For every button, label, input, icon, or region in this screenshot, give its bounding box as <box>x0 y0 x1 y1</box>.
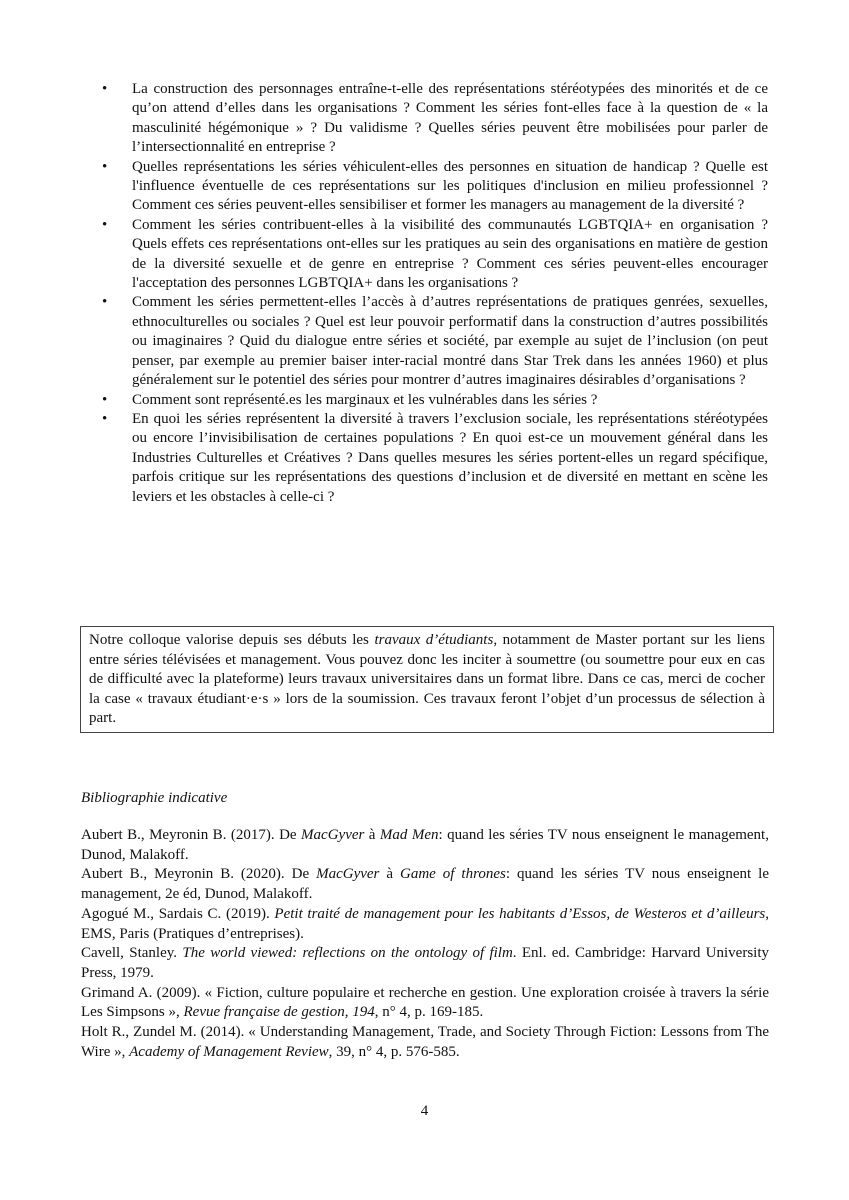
list-item <box>86 293 768 390</box>
list-item <box>86 410 768 507</box>
bibliography-entry <box>81 905 769 944</box>
entry-text: Cavell, Stanley. <box>81 945 183 962</box>
entry-text: : quand les séries TV nous enseignent le management, Dunod, Malakoff. <box>81 827 769 863</box>
entry-text: . Enl. ed. Cambridge: Harvard University Press, 1979. <box>81 945 769 981</box>
bullet-icon: • <box>102 158 108 175</box>
note-text: Notre colloque valorise depuis ses débuts les <box>89 632 375 648</box>
entry-title: Revue française de gestion, 194 <box>183 1004 375 1021</box>
page-number: 4 <box>420 1103 429 1119</box>
entry-text: Aubert B., Meyronin B. (2020). De <box>81 866 317 883</box>
question-text: Comment sont représenté.es les marginaux et les vulnérables dans les séries ? <box>132 391 598 408</box>
entry-text: Aubert B., Meyronin B. (2017). De <box>81 827 302 843</box>
note-text-cont: , notamment de Master portant sur les liens entre séries télévisées et management. Vous pouvez donc les inciter à soumettre (ou soumettre pour eux en cas de difficulté avec la plateforme) leurs travaux universitaires dans un format libre. Dans ce cas, merci de cocher la case « travaux étudiant·e·s » lors de la soumission. Ces travaux feront l’objet d’un processus de sélection à part. <box>89 632 765 727</box>
entry-text: Grimand A. (2009). « Fiction, culture populaire et recherche en gestion. Une exploration croisée à travers la série Les Simpsons », <box>81 984 769 1021</box>
entry-text: : quand les séries TV nous enseignent le management, 2e éd, Dunod, Malakoff. <box>81 866 770 903</box>
entry-title: The world viewed: reflections on the ontology of film <box>182 945 513 962</box>
entry-title: MacGyver <box>301 827 365 843</box>
bibliography-heading: Bibliographie indicative <box>81 790 228 806</box>
entry-text: , 39, n° 4, p. 576-585. <box>328 1043 460 1060</box>
entry-title: MacGyver <box>316 866 380 883</box>
bullet-icon: • <box>102 81 108 97</box>
question-text: Comment les séries contribuent-elles à la visibilité des communautés LGBTQIA+ en organisation ? Quels effets ces représentations ont-elles sur les pratiques au sein des organisations en matière de gestion de la diversité sexuelle et de genre en entreprise ? Comment ces séries peuvent-elles encourager l'acceptation des personnes LGBTQIA+ dans les organisations ? <box>132 216 768 292</box>
entry-title: Petit traité de management pour les habitants d’Essos, de Westeros et d’ailleurs <box>274 905 766 922</box>
bullet-icon: • <box>102 216 108 233</box>
entry-text: à <box>364 827 380 843</box>
entry-title: Academy of Management Review <box>129 1043 329 1060</box>
question-list <box>86 80 768 507</box>
bullet-icon: • <box>102 294 108 311</box>
entry-text: Agogué M., Sardais C. (2019). <box>81 905 275 922</box>
student-work-note-box <box>80 626 774 733</box>
bibliography-entry <box>81 1023 769 1062</box>
bibliography-list <box>81 826 769 1062</box>
bullet-icon: • <box>102 391 108 408</box>
bibliography-entry <box>81 944 769 983</box>
bibliography-entry <box>81 826 769 865</box>
question-text: La construction des personnages entraîne-t-elle des représentations stéréotypées des minorités et de ce qu’on attend d’elles dans les organisations ? Comment les séries font-elles face à la question de « la masculinité hégémonique » ? Du validisme ? Quelles séries peuvent être mobilisées pour parler de l’intersectionnalité en entreprise ? <box>132 81 768 156</box>
question-text: Quelles représentations les séries véhiculent-elles des personnes en situation de handicap ? Quelle est l'influence éventuelle de ces représentations sur les politiques d'inclusion en milieu professionnel ? Comment ces séries peuvent-elles sensibiliser et former les managers au management de la diversité ? <box>132 158 768 214</box>
list-item <box>86 391 768 410</box>
bullet-icon: • <box>102 410 108 427</box>
list-item <box>86 216 768 294</box>
note-emphasis: travaux d’étudiants <box>374 632 494 648</box>
entry-text: à <box>379 866 400 883</box>
question-text: En quoi les séries représentent la diversité à travers l’exclusion sociale, les représentations stéréotypées ou encore l’invisibilisation de certaines populations ? En quoi est-ce un mouvement général dans les Industries Culturelles et Créatives ? Dans quelles mesures les séries portent-elles un regard spécifique, parfois critique sur les représentations des questions d’inclusion et de diversité en mettant en scène les leviers et les obstacles à celle-ci ? <box>132 410 768 505</box>
entry-title: Mad Men <box>379 827 439 843</box>
entry-title: Game of thrones <box>399 866 506 883</box>
list-item <box>86 80 768 158</box>
entry-text: , EMS, Paris (Pratiques d’entreprises). <box>81 905 769 942</box>
bibliography-entry <box>81 865 769 904</box>
entry-text: , n° 4, p. 169-185. <box>374 1004 484 1021</box>
list-item <box>86 158 768 216</box>
entry-text: Holt R., Zundel M. (2014). « Understanding Management, Trade, and Society Through Fiction: Lessons from The Wire », <box>81 1024 769 1060</box>
question-text: Comment les séries permettent-elles l’accès à d’autres représentations de pratiques genrées, sexuelles, ethnoculturelles ou sociales ? Quel est leur pouvoir performatif dans la construction d’autres possibilités ou imaginaires ? Quid du dialogue entre séries et société, par exemple au sujet de l’inclusion (on peut penser, par exemple au premier baiser inter-racial montré dans Star Trek dans les années 1960) et plus généralement sur le potentiel des séries pour montrer d’autres imaginaires désirables d’organisations ? <box>132 294 768 389</box>
bibliography-entry <box>81 984 769 1023</box>
